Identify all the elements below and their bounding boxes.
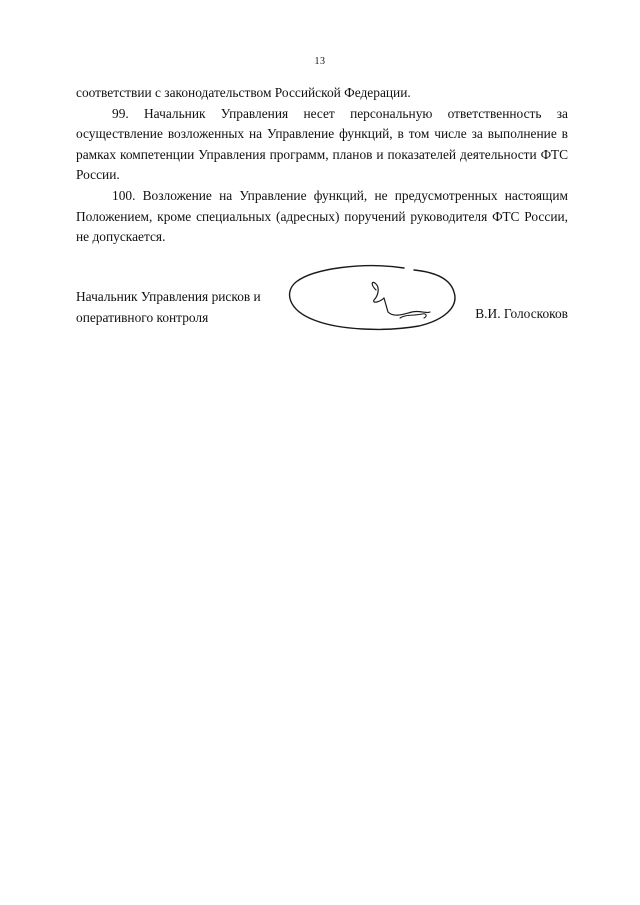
- handwritten-signature: [284, 262, 464, 338]
- paragraph-100: 100. Возложение на Управление функций, не предусмотренных настоящим Положением, кроме специальных (адресных) поручений руководителя ФТС России, не допускается.: [76, 187, 568, 245]
- signer-position-line-1: Начальник Управления рисков и: [76, 289, 261, 304]
- signer-position-line-2: оперативного контроля: [76, 309, 209, 325]
- paragraph-99: 99. Начальник Управления несет персональную ответственность за осуществление возложенных на Управление функций, в том числе за выполнение в рамках компетенции Управления программ, планов и показателей деятельности ФТС России.: [76, 105, 568, 183]
- page-number: 13: [314, 56, 326, 67]
- signer-name: В.И. Голоскоков: [475, 306, 568, 321]
- paragraph-continuation: соответствии с законодательством Российской Федерации.: [76, 85, 411, 100]
- signer-position: [76, 287, 261, 328]
- document-body: [76, 83, 568, 248]
